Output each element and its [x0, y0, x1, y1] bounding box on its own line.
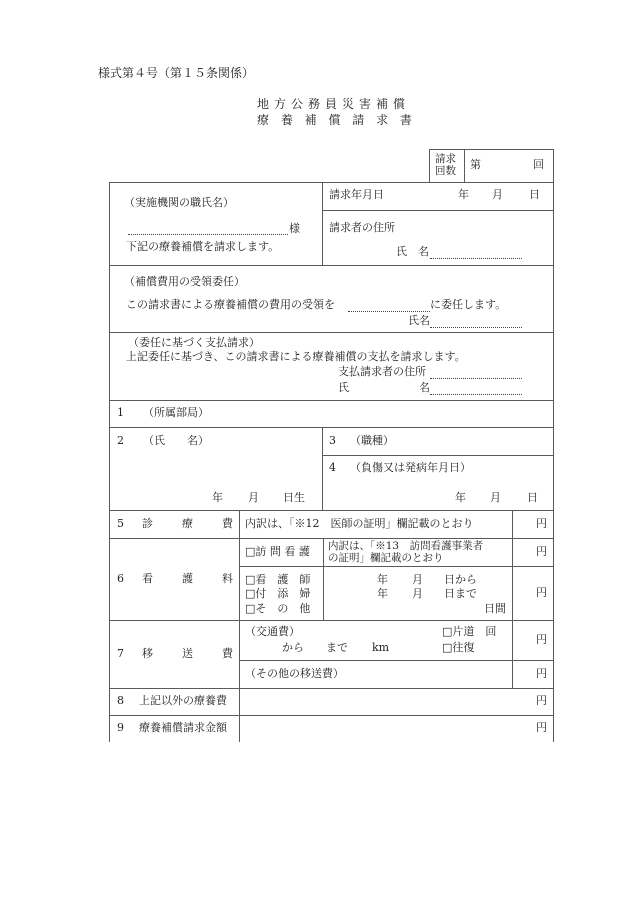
delegation-label: （補償費用の受領委任）: [124, 275, 245, 288]
claim-count-suffix: 回: [533, 158, 544, 171]
row-5-label-2: 療: [182, 517, 193, 530]
row-5-label-3: 費: [222, 517, 233, 530]
payer-name-field: [430, 394, 522, 395]
nursing-days: 日間: [484, 602, 506, 615]
row-8-label: 上記以外の療養費: [139, 694, 227, 707]
claim-date-day: 日: [529, 188, 540, 201]
other-transport-label: （その他の移送費）: [245, 667, 344, 680]
nurse-checkbox: □看 護 師: [245, 573, 311, 586]
visit-detail-line-1: 内訳は、「※13 訪問看護事業者: [328, 540, 484, 552]
payer-address-field: [430, 378, 522, 379]
row-7-transport-yen: 円: [536, 633, 547, 646]
claim-count-label-2: 回数: [435, 165, 456, 177]
birth-month: 月: [248, 491, 259, 504]
attendant-checkbox: □付 添 婦: [245, 587, 311, 600]
row-3-number: 3: [329, 434, 336, 447]
row-4-label: （負傷又は発病年月日）: [350, 461, 471, 474]
nursing-from-month: 月: [412, 573, 423, 586]
round-trip-checkbox: □往復: [442, 641, 475, 654]
payer-name-label-1: 氏: [338, 381, 349, 394]
row-5-yen: 円: [536, 517, 547, 530]
row-2-label: （氏 名）: [143, 434, 209, 447]
row-4-number: 4: [329, 461, 336, 474]
claim-count-label-1: 請求: [435, 153, 456, 165]
addressee-statement: 下記の療養補償を請求します。: [126, 240, 280, 253]
transport-to: まで: [326, 641, 348, 654]
form-number: 様式第４号（第１５条関係）: [98, 66, 255, 80]
row-9-number: 9: [117, 721, 124, 734]
transport-from: から: [282, 641, 304, 654]
transport-label: （交通費）: [245, 625, 300, 638]
claimant-address-label: 請求者の住所: [329, 221, 395, 234]
delegation-statement-before: この請求書による療養補償の費用の受領を: [126, 298, 335, 311]
claim-count-prefix: 第: [470, 158, 481, 171]
delegate-field: [348, 311, 430, 312]
row-1-number: 1: [117, 406, 124, 419]
delegation-statement-after: に委任します。: [430, 298, 507, 311]
row-9-yen: 円: [536, 721, 547, 734]
row-7-label-1: 移: [142, 647, 153, 660]
row-5-detail: 内訳は、「※12 医師の証明」欄記載のとおり: [245, 517, 474, 530]
row-6-label-3: 料: [222, 572, 233, 585]
birth-year: 年: [212, 491, 223, 504]
claimant-name-label-1: 氏: [396, 245, 407, 258]
title-line-1: 地方公務員災害補償: [257, 97, 411, 111]
payment-request-statement: 上記委任に基づき、この請求書による療養補償の支払を請求します。: [126, 350, 466, 363]
row-6-visit-yen: 円: [536, 545, 547, 558]
row-2-number: 2: [117, 434, 124, 447]
row-7-number: 7: [117, 647, 124, 660]
visit-nursing-checkbox: □訪 問 看 護: [245, 545, 310, 558]
row-3-label: （職種）: [350, 434, 394, 447]
claimant-name-label-2: 名: [418, 245, 429, 258]
payer-name-label-2: 名: [419, 381, 430, 394]
delegation-name-field: [430, 327, 522, 328]
row-1-label: （所属部局）: [143, 406, 209, 419]
delegation-name-label: 氏名: [408, 314, 430, 327]
row-5-number: 5: [117, 517, 124, 530]
row-9-label: 療養補償請求金額: [139, 721, 227, 734]
visit-detail-line-2: の証明」欄記載のとおり: [328, 552, 444, 564]
addressee-label: （実施機関の職氏名）: [124, 196, 234, 209]
injury-year: 年: [455, 491, 466, 504]
nursing-to-day: 日まで: [444, 587, 477, 600]
row-7-other-yen: 円: [536, 667, 547, 680]
transport-km: km: [372, 641, 390, 654]
one-way-checkbox: □片道 回: [442, 625, 497, 638]
nursing-from-day: 日から: [444, 573, 477, 586]
nursing-to-month: 月: [412, 587, 423, 600]
row-7-label-2: 送: [182, 647, 193, 660]
other-checkbox: □そ の 他: [245, 602, 311, 615]
addressee-honorific: 様: [289, 222, 300, 235]
claim-date-year: 年: [458, 188, 469, 201]
row-5-label-1: 診: [142, 517, 153, 530]
birth-day: 日生: [283, 491, 305, 504]
row-6-label-1: 看: [142, 572, 153, 585]
row-8-number: 8: [117, 694, 124, 707]
payment-request-label: （委任に基づく支払請求）: [128, 336, 260, 349]
nursing-from-year: 年: [377, 573, 388, 586]
nursing-to-year: 年: [377, 587, 388, 600]
claim-date-label: 請求年月日: [329, 188, 384, 201]
row-8-yen: 円: [536, 694, 547, 707]
addressee-name-field: [128, 234, 288, 235]
payer-address-label: 支払請求者の住所: [338, 365, 426, 378]
row-6-nursing-yen: 円: [536, 586, 547, 599]
row-6-label-2: 護: [182, 572, 193, 585]
claim-date-month: 月: [492, 188, 503, 201]
injury-month: 月: [490, 491, 501, 504]
row-6-number: 6: [117, 572, 124, 585]
row-7-label-3: 費: [222, 647, 233, 660]
claimant-name-field: [430, 258, 522, 259]
injury-day: 日: [527, 491, 538, 504]
title-line-2: 療 養 補 償 請 求 書: [257, 113, 416, 127]
